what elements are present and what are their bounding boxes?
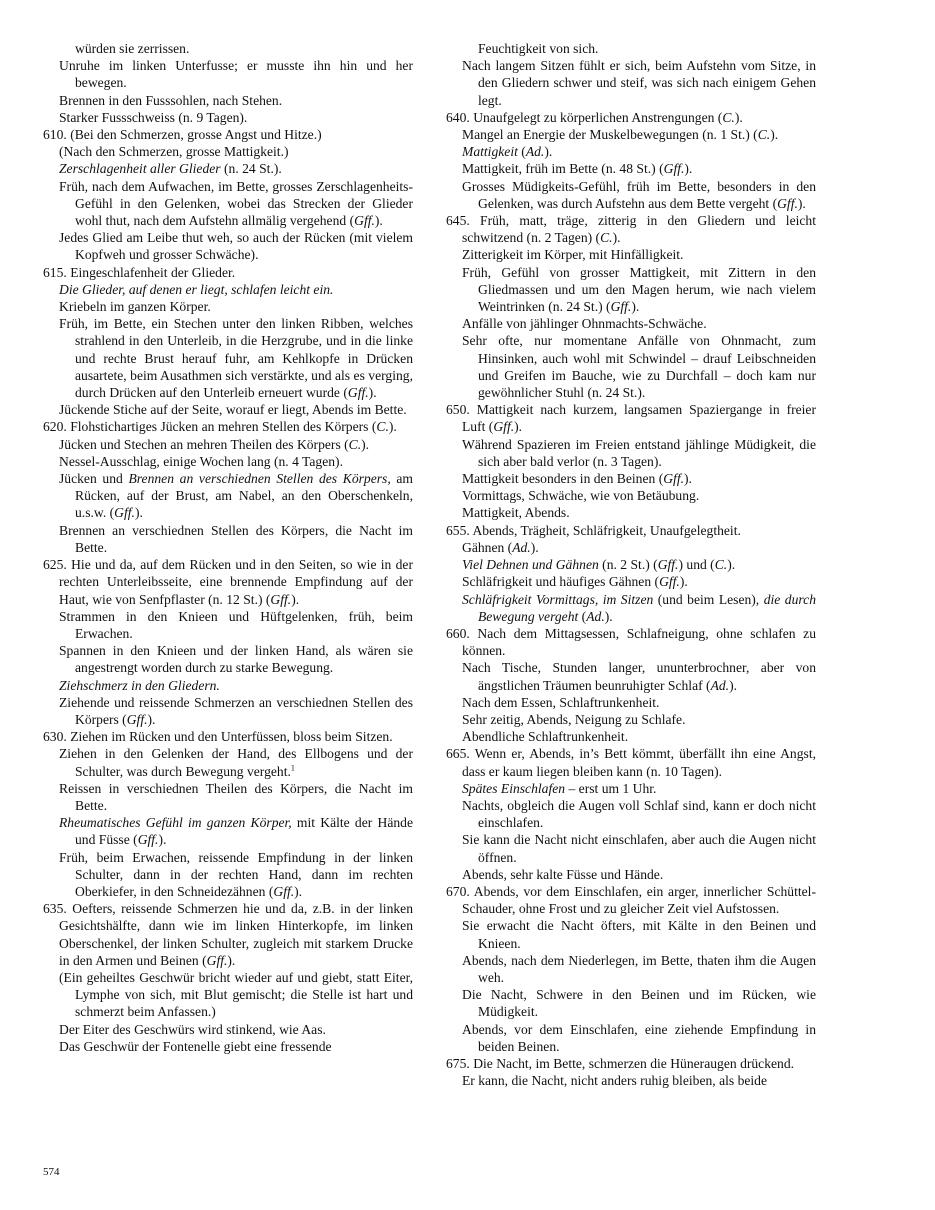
entry-number: 615. [43, 264, 67, 280]
entry-text: Früh, Gefühl von grosser Mattigkeit, mit Zittern in den Gliedmassen und um den Magen herum, wie nach vielem Weintrinken (n. 24 St.) ( [462, 264, 816, 315]
numbered-symptom-entry [446, 212, 816, 246]
symptom-entry [43, 453, 413, 470]
symptom-entry [43, 178, 413, 230]
entry-text: Nessel-Ausschlag, einige Wochen lang (n. 4 Tagen). [59, 453, 343, 469]
entry-text: Grosses Müdigkeits-Gefühl, früh im Bette, besonders in den Gelenken, was durch Aufstehn aus dem Bette vergeht ( [462, 178, 816, 211]
symptom-entry [43, 969, 413, 1021]
symptom-entry [446, 178, 816, 212]
numbered-symptom-entry [446, 1055, 816, 1072]
symptom-entry [446, 126, 816, 143]
entry-text: Spannen in den Knieen und der linken Hand, als wären sie angestrengt worden durch zu starke Bewegung. [59, 643, 413, 676]
italic-text: Ziehschmerz in den Gliedern. [59, 677, 220, 693]
italic-text: Gff. [270, 591, 292, 607]
entry-text: ). [729, 677, 737, 693]
entry-text: ). [604, 608, 613, 624]
entry-number: 630. [43, 729, 67, 745]
italic-text: Ad. [710, 677, 730, 693]
entry-number: 640. [446, 109, 470, 125]
entry-text: Jedes Glied am Leibe thut weh, so auch der Rücken (mit vielem Kopfweh und grosser Schwäche). [59, 230, 413, 263]
entry-text: Brennen in den Fusssohlen, nach Stehen. [59, 92, 283, 108]
entry-text: Starker Fussschweiss (n. 9 Tagen). [59, 109, 248, 125]
entry-text: Mangel an Energie der Muskelbewegungen (n. 1 St.) ( [462, 127, 758, 143]
entry-text: ). [147, 711, 156, 727]
entry-text: (n. 24 St.). [220, 161, 282, 177]
entry-text: Ziehen im Rücken und den Unterfüssen, bloss beim Sitzen. [70, 729, 393, 745]
entry-text: – erst um 1 Uhr. [565, 780, 657, 796]
italic-text: Ad. [512, 539, 531, 555]
symptom-entry [43, 401, 413, 418]
italic-text: Gff. [273, 883, 295, 899]
entry-text: Abends, sehr kalte Füsse und Hände. [462, 866, 664, 882]
numbered-symptom-entry [43, 556, 413, 608]
entry-text: ). [684, 161, 693, 177]
entry-text: Ziehen in den Gelenken der Hand, des Ellbogens und der Schulter, was durch Bewegung vergeht. [59, 746, 413, 779]
entry-number: 635. [43, 901, 67, 917]
italic-text: Mattigkeit [462, 144, 518, 160]
entry-text: Während Spazieren im Freien entstand jählinge Müdigkeit, die sich aber bald verlor (n. 3 Tagen). [462, 436, 816, 469]
numbered-symptom-entry [446, 522, 816, 539]
entry-text: ( [578, 608, 587, 624]
entry-text: Die Nacht, Schwere in den Beinen und im Rücken, wie Müdigkeit. [462, 987, 816, 1020]
symptom-entry [43, 814, 413, 848]
symptom-entry [43, 1038, 413, 1055]
italic-text: Gff. [126, 711, 148, 727]
entry-text: Hie und da, auf dem Rücken und in den Seiten, so wie in der rechten Unterleibsseite, eine brennende Empfindung auf der Haut, wie von Senfpflaster (n. 12 St.) ( [59, 557, 413, 607]
symptom-entry [43, 608, 413, 642]
entry-text: Unaufgelegt zu körperlichen Anstrengungen ( [473, 109, 723, 125]
numbered-symptom-entry [446, 745, 816, 779]
symptom-entry [446, 797, 816, 831]
symptom-entry [446, 659, 816, 693]
symptom-entry [43, 160, 413, 177]
symptom-entry [446, 694, 816, 711]
symptom-entry [43, 143, 413, 160]
entry-number: 670. [446, 883, 470, 899]
numbered-symptom-entry [446, 883, 816, 917]
italic-text: C. [722, 109, 735, 125]
symptom-entry [446, 470, 816, 487]
symptom-entry [446, 556, 816, 573]
symptom-entry [446, 1021, 816, 1055]
symptom-entry [43, 109, 413, 126]
symptom-entry [446, 143, 816, 160]
entry-text: Mattigkeit, Abends. [462, 505, 570, 521]
right-column [446, 40, 816, 1089]
entry-text: ). [797, 195, 806, 211]
entry-text: Ziehende und reissende Schmerzen an verschiednen Stellen des Körpers ( [59, 694, 413, 727]
numbered-symptom-entry [446, 401, 816, 435]
italic-text: Brennen an verschiednen Stellen des Körpers, [128, 471, 391, 487]
entry-text: (n. 2 St.) ( [598, 557, 658, 573]
symptom-entry [446, 917, 816, 951]
symptom-entry [43, 40, 413, 57]
entry-text: (Nach den Schmerzen, grosse Mattigkeit.) [59, 144, 289, 160]
symptom-entry [43, 298, 413, 315]
italic-text: Gff. [114, 505, 135, 521]
symptom-entry [446, 866, 816, 883]
italic-text: Die Glieder, auf denen er liegt, schlafen leicht ein. [59, 281, 334, 297]
symptom-entry [446, 573, 816, 590]
entry-text: Mattigkeit, früh im Bette (n. 48 St.) ( [462, 161, 664, 177]
entry-text: Mattigkeit besonders in den Beinen ( [462, 471, 664, 487]
italic-text: C. [348, 436, 362, 452]
italic-text: Gff. [493, 419, 515, 435]
entry-text: ). [388, 419, 397, 435]
entry-text: Nach Tische, Stunden langer, ununterbrochner, aber von ängstlichen Träumen beunruhigter Schlaf ( [462, 660, 816, 693]
entry-text: Früh, beim Erwachen, reissende Empfindung in der linken Schulter, dann in der rechten Hand, dann im rechten Oberkiefer, in den Schneidezähnen ( [59, 849, 413, 899]
italic-text: Ad. [525, 144, 545, 160]
entry-text: Früh, im Bette, ein Stechen unter den linken Ribben, welches strahlend in den Unterleib, in die Herzgrube, und in die linke und rechte Brust herauf fuhr, am Kehlkopfe in Drücken ausartete, beim Ausathmen sich verstärkte, und als es verging, durch Drücken auf den Unterleib erneuert wurde ( [59, 316, 413, 401]
italic-text: Rheumatisches Gefühl im ganzen Körper, [59, 815, 292, 831]
entry-text: Der Eiter des Geschwürs wird stinkend, wie Aas. [59, 1021, 326, 1037]
symptom-entry [446, 1072, 816, 1089]
entry-text: ). [734, 109, 743, 125]
numbered-symptom-entry [43, 900, 413, 969]
symptom-entry [446, 591, 816, 625]
italic-text: Gff. [657, 557, 679, 573]
symptom-entry [43, 849, 413, 901]
italic-text: Ad. [586, 608, 605, 624]
entry-text: ). [770, 127, 779, 143]
entry-text: Das Geschwür der Fontenelle giebt eine fressende [59, 1038, 332, 1054]
symptom-entry [43, 470, 413, 522]
italic-text: Gff. [610, 299, 632, 315]
symptom-entry [43, 694, 413, 728]
italic-text: Gff. [659, 574, 680, 590]
symptom-entry [446, 264, 816, 316]
entry-text: ). [291, 591, 300, 607]
entry-number: 645. [446, 213, 470, 229]
entry-text: ). [530, 539, 539, 555]
symptom-entry [446, 952, 816, 986]
footnote-marker: 1 [290, 763, 295, 772]
entry-text: würden sie zerrissen. [75, 41, 190, 56]
entry-text: Oefters, reissende Schmerzen hie und da, z.B. in der linken Gesichtshälfte, dann wie im linken Hinterkopfe, im linken Oberschenkel, der linken Schulter, zugleich mit starkem Drucke in den Armen und Beinen ( [59, 901, 413, 968]
entry-text: Sie erwacht die Nacht öfters, mit Kälte in den Beinen und Knieen. [462, 918, 816, 951]
entry-number: 675. [446, 1055, 470, 1071]
left-column [43, 40, 413, 1055]
italic-text: Zerschlagenheit aller Glieder [59, 161, 221, 177]
entry-text: Gähnen ( [462, 539, 513, 555]
entry-text: ( [517, 144, 526, 160]
numbered-symptom-entry [43, 126, 413, 143]
numbered-symptom-entry [43, 264, 413, 281]
entry-text: Jücken und Stechen an mehren Theilen des Körpers ( [59, 436, 349, 452]
symptom-entry [43, 780, 413, 814]
entry-number: 620. [43, 419, 67, 435]
italic-text: Spätes Einschlafen [462, 780, 566, 796]
entry-text: mit Kälte der Hände und Füsse ( [75, 815, 413, 848]
entry-text: ) und ( [678, 557, 715, 573]
symptom-entry [446, 504, 816, 521]
entry-text: Nach dem Essen, Schlaftrunkenheit. [462, 694, 660, 710]
entry-text: ). [294, 883, 303, 899]
entry-text: Unruhe im linken Unterfusse; er musste ihn hin und her bewegen. [59, 58, 413, 91]
italic-text: C. [757, 127, 771, 143]
entry-text: ). [158, 832, 167, 848]
entry-text: ). [679, 574, 688, 590]
entry-text: Eingeschlafenheit der Glieder. [70, 264, 236, 280]
entry-text: Abends, Trägheit, Schläfrigkeit, Unaufgelegtheit. [472, 522, 741, 538]
entry-number: 610. [43, 127, 67, 143]
entry-text: Er kann, die Nacht, nicht anders ruhig bleiben, als beide [462, 1073, 768, 1089]
symptom-entry [43, 57, 413, 91]
symptom-entry [446, 40, 816, 57]
symptom-entry [446, 780, 816, 797]
symptom-entry [43, 677, 413, 694]
entry-text: ). [361, 436, 370, 452]
italic-text: Gff. [347, 385, 369, 401]
entry-text: Abends, vor dem Einschlafen, ein arger, innerlicher Schüttel-Schauder, ohne Frost und zu gleicher Zeit viel Aufstossen. [462, 883, 816, 917]
italic-text: Gff. [137, 832, 159, 848]
entry-text: Reissen in verschiednen Theilen des Körpers, die Nacht im Bette. [59, 780, 413, 813]
entry-text: Früh, matt, träge, zitterig in den Gliedern und leicht schwitzend (n. 2 Tagen) ( [462, 213, 817, 246]
entry-text: ). [514, 419, 523, 435]
symptom-entry [43, 522, 413, 556]
symptom-entry [43, 229, 413, 263]
italic-text: Gff. [663, 471, 684, 487]
italic-text: C. [376, 419, 389, 435]
symptom-entry [446, 315, 816, 332]
entry-text: Abends, vor dem Einschlafen, eine ziehende Empfindung in beiden Beinen. [462, 1021, 816, 1054]
entry-text: (Bei den Schmerzen, grosse Angst und Hitze.) [70, 127, 322, 143]
entry-text: (Ein geheiltes Geschwür bricht wieder auf und giebt, statt Eiter, Lymphe von sich, mit Blut gemischt; die Stelle ist hart und schmerzt beim Anfassen.) [59, 969, 413, 1020]
page-number: 574 [43, 1166, 60, 1178]
symptom-entry [446, 728, 816, 745]
entry-text: Mattigkeit nach kurzem, langsamen Spaziergange in freier Luft ( [462, 402, 816, 435]
entry-text: Die Nacht, im Bette, schmerzen die Hüneraugen drückend. [473, 1055, 795, 1071]
entry-number: 665. [446, 746, 470, 762]
italic-text: Gff. [663, 161, 685, 177]
symptom-entry [446, 332, 816, 401]
symptom-entry [43, 436, 413, 453]
italic-text: die durch Bewegung vergeht [478, 591, 816, 624]
entry-text: Sie kann die Nacht nicht einschlafen, aber auch die Augen nicht öffnen. [462, 832, 816, 865]
symptom-entry [43, 642, 413, 676]
italic-text: C. [714, 557, 728, 573]
numbered-symptom-entry [43, 418, 413, 435]
entry-text: ). [631, 299, 640, 315]
entry-text: Früh, nach dem Aufwachen, im Bette, grosses Zerschlagenheits-Gefühl in den Gelenken, wobei das Strecken der Glieder wohl thut, nach dem Aufstehn allmälig vergehend ( [59, 178, 413, 229]
entry-text: ). [684, 471, 692, 487]
entry-text: ). [612, 230, 621, 246]
entry-text: Schläfrigkeit und häufiges Gähnen ( [462, 574, 660, 590]
entry-number: 660. [446, 625, 470, 641]
entry-number: 650. [446, 402, 470, 418]
symptom-entry [43, 1021, 413, 1038]
symptom-entry [446, 487, 816, 504]
italic-text: Gff. [206, 952, 228, 968]
entry-number: 655. [446, 522, 470, 538]
entry-text: (und beim Lesen), [653, 591, 764, 607]
entry-text: ). [374, 213, 383, 229]
numbered-symptom-entry [43, 728, 413, 745]
symptom-entry [43, 745, 413, 779]
entry-text: Sehr ofte, nur momentane Anfälle von Ohnmacht, zum Hinsinken, auch wohl mit Schwindel – drauf Leibschneiden und Greifen im Bauche, wie zu Durchfall – doch kam nur gewöhnlicher Stuhl (n. 24 St.). [462, 333, 816, 401]
entry-text: Zitterigkeit im Körper, mit Hinfälligkeit. [462, 247, 684, 263]
entry-text: ). [368, 385, 377, 401]
entry-text: Wenn er, Abends, in’s Bett kömmt, überfällt ihn eine Angst, dass er kaum liegen bleiben kann (n. 10 Tagen). [462, 746, 816, 779]
entry-text: Strammen in den Knieen und Hüftgelenken, früh, beim Erwachen. [59, 608, 413, 641]
entry-text: Anfälle von jählinger Ohnmachts-Schwäche. [462, 316, 707, 332]
italic-text: C. [600, 230, 613, 246]
symptom-entry [446, 436, 816, 470]
entry-text: Nach langem Sitzen fühlt er sich, beim Aufstehn vom Sitze, in den Gliedern schwer und steif, was sich nach einigem Gehen legt. [462, 58, 816, 108]
numbered-symptom-entry [446, 109, 816, 126]
entry-text: ). [134, 505, 143, 521]
entry-text: Brennen an verschiednen Stellen des Körpers, die Nacht im Bette. [59, 522, 413, 555]
symptom-entry [446, 57, 816, 109]
symptom-entry [446, 831, 816, 865]
symptom-entry [446, 246, 816, 263]
symptom-entry [446, 986, 816, 1020]
entry-text: am Rücken, auf der Brust, am Nabel, an den Oberschenkeln, u.s.w. ( [75, 471, 413, 521]
entry-text: Feuchtigkeit von sich. [478, 41, 599, 56]
entry-text: Sehr zeitig, Abends, Neigung zu Schlafe. [462, 711, 686, 727]
entry-text: Jücken und [59, 471, 129, 487]
entry-number: 625. [43, 557, 67, 573]
entry-text: Nach dem Mittagsessen, Schlafneigung, ohne schlafen zu können. [462, 625, 816, 659]
entry-text: ). [727, 557, 736, 573]
italic-text: Schläfrigkeit Vormittags, im Sitzen [462, 591, 654, 607]
entry-text: Vormittags, Schwäche, wie von Betäubung. [462, 488, 700, 504]
entry-text: Nachts, obgleich die Augen voll Schlaf sind, kann er doch nicht einschlafen. [462, 797, 816, 831]
symptom-entry [446, 711, 816, 728]
symptom-entry [43, 315, 413, 401]
entry-text: Kriebeln im ganzen Körper. [59, 299, 211, 315]
symptom-entry [446, 539, 816, 556]
entry-text: Abends, nach dem Niederlegen, im Bette, thaten ihm die Augen weh. [462, 952, 816, 985]
entry-text: Flohstichartiges Jücken an mehren Stellen des Körpers ( [70, 419, 377, 435]
symptom-entry [43, 281, 413, 298]
italic-text: Gff. [777, 195, 798, 211]
entry-text: Abendliche Schlaftrunkenheit. [462, 729, 629, 745]
symptom-entry [446, 160, 816, 177]
entry-text: ). [227, 952, 236, 968]
italic-text: Viel Dehnen und Gähnen [462, 557, 599, 573]
entry-text: ). [544, 144, 553, 160]
italic-text: Gff. [354, 213, 375, 229]
entry-text: Jückende Stiche auf der Seite, worauf er liegt, Abends im Bette. [59, 402, 407, 418]
numbered-symptom-entry [446, 625, 816, 659]
symptom-entry [43, 92, 413, 109]
